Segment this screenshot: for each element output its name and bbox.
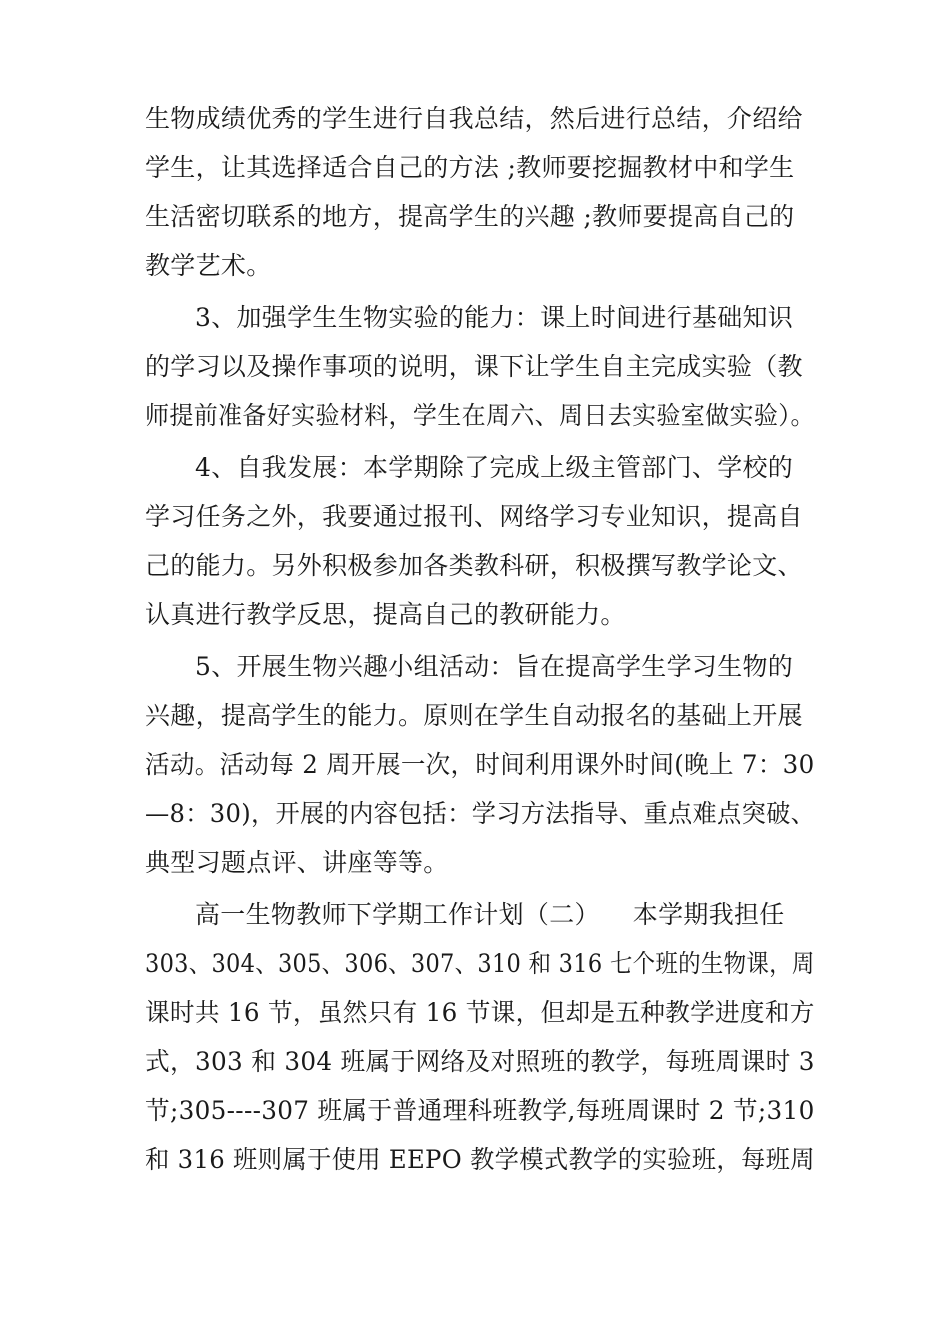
text-line: —8：30)，开展的内容包括：学习方法指导、重点难点突破、 — [145, 799, 816, 828]
text-line: 4、自我发展：本学期除了完成上级主管部门、学校的 — [195, 453, 794, 482]
text-line: 学习任务之外，我要通过报刊、网络学习专业知识，提高自 — [145, 502, 803, 531]
text-line: 的学习以及操作事项的说明，课下让学生自主完成实验（教 — [145, 352, 803, 381]
text-line: 活动。活动每 2 周开展一次，时间利用课外时间(晚上 7：30 — [145, 750, 815, 779]
text-line: 和 316 班则属于使用 EEPO 教学模式教学的实验班，每班周 — [145, 1145, 815, 1174]
text-line: 兴趣，提高学生的能力。原则在学生自动报名的基础上开展 — [145, 701, 803, 730]
text-line: 生活密切联系的地方，提高学生的兴趣 ;教师要提高自己的 — [145, 202, 795, 231]
text-line: 课时共 16 节，虽然只有 16 节课，但却是五种教学进度和方 — [145, 998, 815, 1027]
text-line: 生物成绩优秀的学生进行自我总结，然后进行总结，介绍给 — [145, 104, 803, 133]
text-line: 己的能力。另外积极参加各类教科研，积极撰写教学论文、 — [145, 551, 803, 580]
text-line: 师提前准备好实验材料，学生在周六、周日去实验室做实验）。 — [145, 401, 815, 430]
text-line: 节;305----307 班属于普通理科班教学,每班周课时 2 节;310 — [145, 1096, 815, 1125]
text-line: 认真进行教学反思，提高自己的教研能力。 — [145, 600, 626, 629]
text-line: 3、加强学生生物实验的能力：课上时间进行基础知识 — [195, 303, 794, 332]
text-line: 5、开展生物兴趣小组活动：旨在提高学生学习生物的 — [195, 652, 794, 681]
text-line: 式，303 和 304 班属于网络及对照班的教学，每班周课时 3 — [145, 1047, 815, 1076]
text-line: 高一生物教师下学期工作计划（二） 本学期我担任 — [195, 900, 785, 929]
text-line: 教学艺术。 — [145, 251, 272, 280]
text-line: 学生，让其选择适合自己的方法 ;教师要挖掘教材中和学生 — [145, 153, 795, 182]
text-line: 典型习题点评、讲座等等。 — [145, 848, 449, 877]
text-line: 303、304、305、306、307、310 和 316 七个班的生物课，周 — [145, 949, 815, 978]
